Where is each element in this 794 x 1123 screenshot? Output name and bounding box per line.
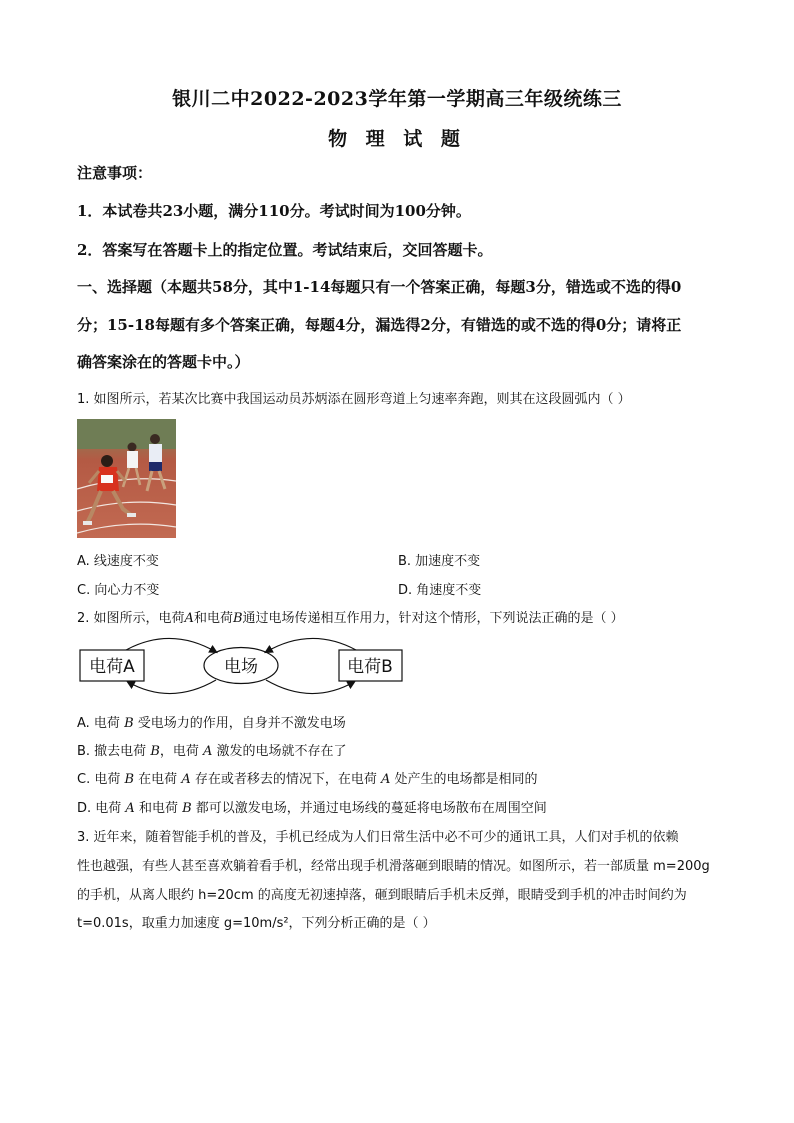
q1-option-a: A. 线速度不变 (77, 554, 159, 569)
notes-item-1: 1．本试卷共23小题，满分110分。考试时间为100分钟。 (77, 202, 471, 220)
q2-stem-charge-a: A (184, 611, 194, 626)
q3-line2: 性也越强，有些人甚至喜欢躺着看手机，经常出现手机滑落砸到眼睛的情况。如图所示，若一部质量 m=200g (77, 859, 710, 874)
section1-instructions-line3: 确答案涂在的答题卡中。） (77, 353, 250, 371)
q1-option-d: D. 角速度不变 (398, 583, 482, 598)
q2-stem-post: 通过电场传递相互作用力，针对这个情形，下列说法正确的是（ ） (242, 611, 624, 626)
exam-subtitle: 物 理 试 题 (328, 128, 466, 150)
field-label: 电场 (224, 657, 258, 677)
notes-heading: 注意事项： (77, 164, 153, 182)
q3-line4: t=0.01s，取重力加速度 g=10m/s²，下列分析正确的是（ ） (77, 916, 436, 931)
charge-a-label: 电荷A (89, 657, 135, 677)
exam-title: 银川二中2022-2023学年第一学期高三年级统练三 (172, 88, 622, 110)
charge-b-label: 电荷B (347, 657, 393, 677)
q2-stem-pre: 2. 如图所示，电荷 (77, 611, 185, 626)
q2-option-c: C. 电荷 B 在电荷 A 存在或者移去的情况下，在电荷 A 处产生的电场都是相同的 (77, 772, 538, 787)
q2-stem-charge-b: B (232, 611, 243, 626)
sprinter-photo-illustration (77, 419, 176, 538)
arrow-field-to-b (266, 680, 354, 694)
q1-stem: 1. 如图所示，若某次比赛中我国运动员苏炳添在圆形弯道上匀速率奔跑，则其在这段圆弧内（ ） (77, 392, 631, 407)
section1-instructions-line1: 一、选择题（本题共58分，其中1-14每题只有一个答案正确，每题3分，错选或不选的得0 (77, 278, 682, 296)
q2-option-d: D. 电荷 A 和电荷 B 都可以激发电场，并通过电场线的蔓延将电场散布在周围空间 (77, 801, 547, 816)
arrow-field-to-a (128, 680, 216, 694)
charge-field-diagram-svg (76, 630, 406, 702)
q1-option-c: C. 向心力不变 (77, 583, 160, 598)
q2-stem-mid: 和电荷 (193, 611, 233, 626)
notes-item-2: 2．答案写在答题卡上的指定位置。考试结束后，交回答题卡。 (77, 241, 493, 259)
q3-line1: 3. 近年来，随着智能手机的普及，手机已经成为人们日常生活中必不可少的通讯工具，人们对手机的依赖 (77, 830, 679, 845)
section1-instructions-line2: 分；15-18每题有多个答案正确，每题4分，漏选得2分，有错选的或不选的得0分；请将正 (77, 316, 682, 334)
q2-option-a: A. 电荷 B 受电场力的作用，自身并不激发电场 (77, 716, 346, 731)
q3-line3: 的手机，从离人眼约 h=20cm 的高度无初速掉落，砸到眼睛后手机未反弹，眼睛受到手机的冲击时间约为 (77, 888, 687, 903)
sprinter-photo (77, 419, 176, 538)
charge-field-diagram (76, 630, 406, 702)
q2-stem (77, 607, 624, 626)
q1-option-b: B. 加速度不变 (398, 554, 481, 569)
q2-option-b: B. 撤去电荷 B，电荷 A 激发的电场就不存在了 (77, 744, 347, 759)
